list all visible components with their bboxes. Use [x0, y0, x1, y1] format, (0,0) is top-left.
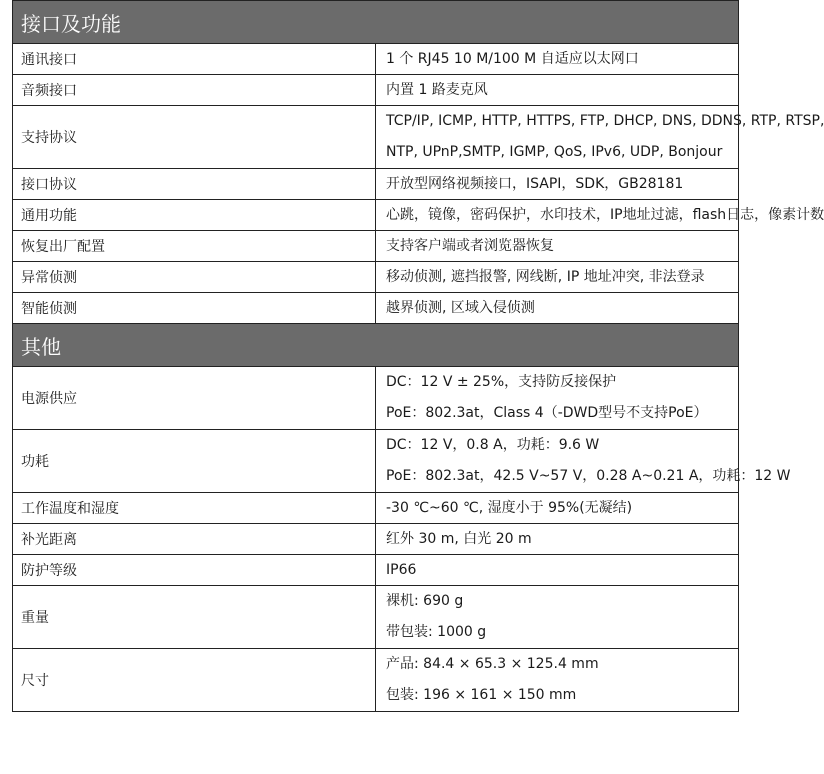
spec-key: 通讯接口 — [13, 44, 376, 75]
spec-value-cell — [376, 367, 739, 430]
spec-value-cell — [376, 493, 739, 524]
spec-value: IP66 — [386, 562, 417, 578]
spec-value: PoE：802.3at，Class 4（-DWD型号不支持PoE） — [386, 405, 708, 421]
spec-row — [13, 649, 739, 712]
spec-table-body — [13, 1, 824, 712]
spec-row — [13, 262, 739, 293]
spec-value: 开放型网络视频接口，ISAPI，SDK，GB28181 — [386, 176, 684, 192]
spec-row — [13, 200, 739, 231]
spec-row — [13, 493, 739, 524]
section-title: 接口及功能 — [13, 1, 739, 44]
spec-key: 重量 — [13, 586, 376, 649]
spec-value-cell — [376, 231, 739, 262]
spec-value-cell — [376, 106, 824, 169]
spec-row — [13, 293, 739, 324]
spec-value: TCP/IP, ICMP, HTTP, HTTPS, FTP, DHCP, DNS, DDNS, RTP, RTSP, — [386, 113, 824, 129]
spec-value: NTP, UPnP,SMTP, IGMP, QoS, IPv6, UDP, Bonjour — [386, 144, 723, 160]
spec-key: 防护等级 — [13, 555, 376, 586]
spec-value: PoE：802.3at，42.5 V~57 V，0.28 A~0.21 A，功耗：12 W — [386, 468, 791, 484]
spec-value-cell — [376, 293, 739, 324]
spec-value-cell — [376, 524, 739, 555]
spec-value: 产品: 84.4 × 65.3 × 125.4 mm — [386, 656, 599, 672]
spec-row — [13, 555, 739, 586]
spec-key: 音频接口 — [13, 75, 376, 106]
spec-row — [13, 231, 739, 262]
spec-value: 带包装: 1000 g — [386, 624, 487, 640]
spec-row — [13, 44, 739, 75]
spec-key: 支持协议 — [13, 106, 376, 169]
spec-key: 尺寸 — [13, 649, 376, 712]
spec-row — [13, 524, 739, 555]
spec-key: 智能侦测 — [13, 293, 376, 324]
spec-value-cell — [376, 44, 739, 75]
section-header — [13, 324, 739, 367]
spec-value: DC：12 V，0.8 A，功耗：9.6 W — [386, 437, 600, 453]
spec-value: 1 个 RJ45 10 M/100 M 自适应以太网口 — [386, 51, 639, 67]
spec-value-cell — [376, 200, 824, 231]
section-header — [13, 1, 739, 44]
spec-value: 移动侦测, 遮挡报警, 网线断, IP 地址冲突, 非法登录 — [386, 269, 705, 285]
spec-key: 接口协议 — [13, 169, 376, 200]
spec-key: 功耗 — [13, 430, 376, 493]
spec-key: 异常侦测 — [13, 262, 376, 293]
spec-row — [13, 169, 739, 200]
spec-value-cell — [376, 262, 739, 293]
spec-value-cell — [376, 75, 739, 106]
spec-key: 工作温度和湿度 — [13, 493, 376, 524]
spec-value: 红外 30 m, 白光 20 m — [386, 531, 532, 547]
spec-value: 心跳，镜像，密码保护，水印技术，IP地址过滤，flash日志，像素计数 — [386, 207, 824, 223]
spec-value-cell — [376, 430, 791, 493]
spec-key: 补光距离 — [13, 524, 376, 555]
spec-row — [13, 75, 739, 106]
spec-row — [13, 430, 739, 493]
spec-key: 通用功能 — [13, 200, 376, 231]
spec-value-cell — [376, 169, 739, 200]
spec-value: 内置 1 路麦克风 — [386, 82, 488, 98]
spec-value-cell — [376, 649, 739, 712]
spec-key: 电源供应 — [13, 367, 376, 430]
spec-row — [13, 586, 739, 649]
spec-row — [13, 106, 739, 169]
spec-value: 支持客户端或者浏览器恢复 — [386, 238, 554, 254]
spec-value-cell — [376, 555, 739, 586]
spec-table — [12, 0, 824, 712]
spec-value: DC：12 V ± 25%，支持防反接保护 — [386, 374, 617, 390]
spec-key: 恢复出厂配置 — [13, 231, 376, 262]
spec-value: 越界侦测, 区域入侵侦测 — [386, 300, 535, 316]
spec-row — [13, 367, 739, 430]
spec-value: -30 ℃~60 ℃, 湿度小于 95%(无凝结) — [386, 500, 633, 516]
spec-value-cell — [376, 586, 739, 649]
spec-value: 包装: 196 × 161 × 150 mm — [386, 687, 577, 703]
section-title: 其他 — [13, 324, 739, 367]
spec-value: 裸机: 690 g — [386, 593, 464, 609]
